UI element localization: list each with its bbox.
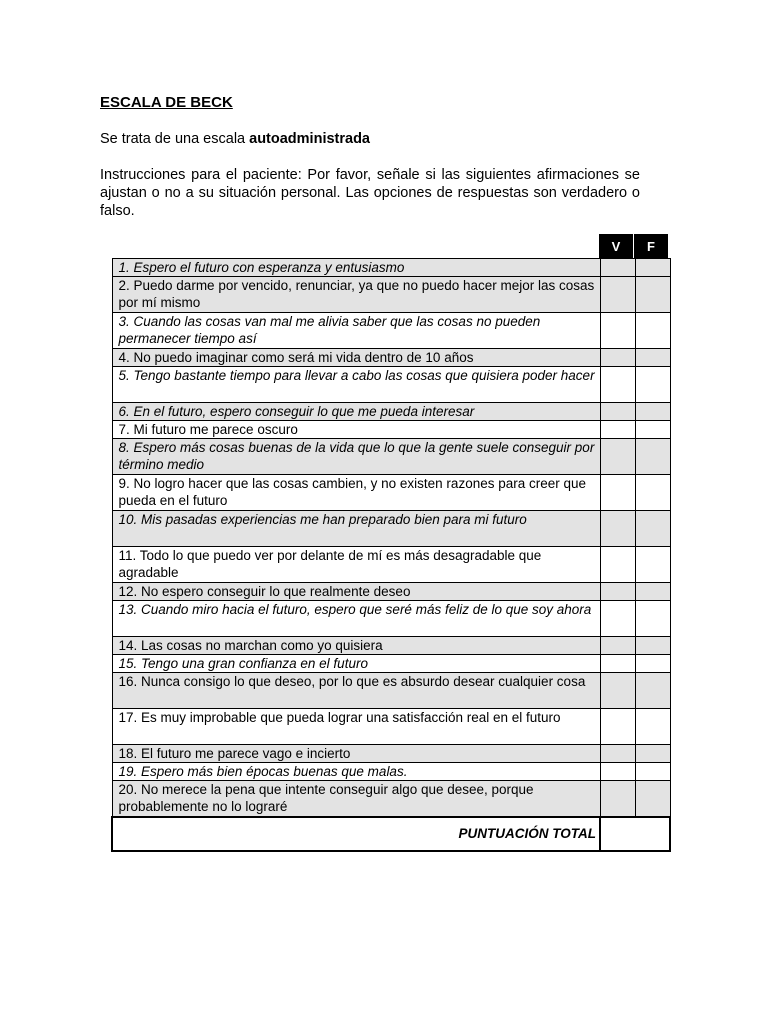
question-number: 8.	[118, 440, 130, 455]
question-number: 19.	[118, 764, 138, 779]
answer-cell-v[interactable]	[600, 745, 635, 763]
answer-cell-v[interactable]	[600, 709, 635, 745]
question-number: 2.	[118, 278, 130, 293]
question-cell	[112, 601, 600, 637]
answer-cell-v[interactable]	[600, 511, 635, 547]
answer-cell-f[interactable]	[635, 367, 670, 403]
table-row	[112, 511, 670, 547]
intro-text	[100, 131, 370, 147]
question-text: El futuro me parece vago e incierto	[137, 746, 351, 761]
question-number: 11.	[118, 548, 137, 563]
question-cell	[112, 349, 600, 367]
question-text: Cuando miro hacia el futuro, espero que seré más feliz de lo que soy ahora	[137, 602, 592, 617]
table-row	[112, 439, 670, 475]
table-row	[112, 655, 670, 673]
question-text: Es muy improbable que pueda lograr una satisfacción real en el futuro	[137, 710, 561, 725]
intro-prefix: Se trata de una escala	[100, 131, 250, 147]
answer-cell-f[interactable]	[635, 421, 670, 439]
question-cell	[112, 547, 600, 583]
total-score-label: PUNTUACIÓN TOTAL	[112, 817, 600, 851]
beck-scale-table	[111, 258, 671, 852]
answer-cell-f[interactable]	[635, 349, 670, 367]
table-row	[112, 475, 670, 511]
answer-cell-v[interactable]	[600, 313, 635, 349]
instructions-text: Instrucciones para el paciente: Por favor, señale si las siguientes afirmaciones se ajustan o no a su situación personal. Las opciones de respuestas son verdadero o falso.	[100, 167, 640, 219]
answer-cell-v[interactable]	[600, 547, 635, 583]
question-text: Mis pasadas experiencias me han preparado bien para mi futuro	[137, 512, 527, 527]
question-text: Cuando las cosas van mal me alivia saber que las cosas no pueden permanecer tiempo así	[118, 314, 541, 346]
answer-cell-v[interactable]	[600, 439, 635, 475]
answer-cell-f[interactable]	[635, 475, 670, 511]
question-number: 12.	[118, 584, 138, 599]
answer-cell-v[interactable]	[600, 367, 635, 403]
answer-cell-v[interactable]	[600, 601, 635, 637]
answer-cell-f[interactable]	[635, 277, 670, 313]
table-row	[112, 547, 670, 583]
question-number: 10.	[118, 512, 138, 527]
answer-cell-f[interactable]	[635, 403, 670, 421]
answer-cell-f[interactable]	[635, 259, 670, 277]
table-row	[112, 763, 670, 781]
question-cell	[112, 439, 600, 475]
question-cell	[112, 475, 600, 511]
answer-cell-v[interactable]	[600, 637, 635, 655]
table-row	[112, 313, 670, 349]
answer-cell-v[interactable]	[600, 475, 635, 511]
answer-cell-v[interactable]	[600, 403, 635, 421]
question-text: En el futuro, espero conseguir lo que me pueda interesar	[129, 404, 475, 419]
table-row	[112, 673, 670, 709]
answer-cell-v[interactable]	[600, 655, 635, 673]
answer-cell-f[interactable]	[635, 511, 670, 547]
table-row	[112, 601, 670, 637]
question-cell	[112, 709, 600, 745]
question-number: 20.	[118, 782, 138, 797]
question-number: 18.	[118, 746, 138, 761]
answer-cell-f[interactable]	[635, 655, 670, 673]
answer-cell-f[interactable]	[635, 637, 670, 655]
total-row	[112, 817, 670, 851]
question-text: Espero el futuro con esperanza y entusiasmo	[129, 260, 405, 275]
question-cell	[112, 511, 600, 547]
question-number: 9.	[118, 476, 130, 491]
question-text: No espero conseguir lo que realmente deseo	[137, 584, 411, 599]
table-row	[112, 367, 670, 403]
table-row	[112, 277, 670, 313]
question-text: Puedo darme por vencido, renunciar, ya que no puedo hacer mejor las cosas por mí mismo	[118, 278, 595, 310]
table-row	[112, 583, 670, 601]
answer-cell-f[interactable]	[635, 601, 670, 637]
question-number: 15.	[118, 656, 138, 671]
question-cell	[112, 367, 600, 403]
question-text: Nunca consigo lo que deseo, por lo que es absurdo desear cualquier cosa	[137, 674, 586, 689]
header-falso: F	[634, 234, 668, 258]
question-text: No puedo imaginar como será mi vida dentro de 10 años	[129, 350, 474, 365]
answer-cell-f[interactable]	[635, 763, 670, 781]
question-text: Todo lo que puedo ver por delante de mí es más desagradable que agradable	[118, 548, 542, 580]
question-cell	[112, 673, 600, 709]
question-text: Espero más bien épocas buenas que malas.	[137, 764, 408, 779]
answer-cell-v[interactable]	[600, 763, 635, 781]
question-number: 3.	[118, 314, 130, 329]
answer-cell-f[interactable]	[635, 673, 670, 709]
answer-cell-f[interactable]	[635, 313, 670, 349]
question-number: 1.	[118, 260, 130, 275]
header-verdadero: V	[599, 234, 634, 258]
question-number: 7.	[118, 422, 130, 437]
question-number: 17.	[118, 710, 138, 725]
table-row	[112, 349, 670, 367]
question-cell	[112, 763, 600, 781]
answer-cell-v[interactable]	[600, 781, 635, 817]
table-row	[112, 421, 670, 439]
question-cell	[112, 313, 600, 349]
question-text: Mi futuro me parece oscuro	[129, 422, 298, 437]
answer-cell-v[interactable]	[600, 421, 635, 439]
answer-cell-v[interactable]	[600, 583, 635, 601]
table-row	[112, 709, 670, 745]
question-cell	[112, 655, 600, 673]
answer-cell-f[interactable]	[635, 439, 670, 475]
answer-cell-f[interactable]	[635, 709, 670, 745]
table-row	[112, 403, 670, 421]
question-text: No logro hacer que las cosas cambien, y no existen razones para creer que pueda en el futuro	[118, 476, 587, 508]
question-cell	[112, 745, 600, 763]
question-cell	[112, 637, 600, 655]
total-score-cell[interactable]	[600, 817, 670, 851]
answer-cell-f[interactable]	[635, 745, 670, 763]
question-cell	[112, 421, 600, 439]
answer-cell-f[interactable]	[635, 547, 670, 583]
question-number: 5.	[118, 368, 130, 383]
question-cell	[112, 403, 600, 421]
question-number: 14.	[118, 638, 138, 653]
question-text: Tengo una gran confianza en el futuro	[137, 656, 368, 671]
document-title: ESCALA DE BECK	[100, 94, 233, 111]
question-cell	[112, 277, 600, 313]
question-number: 16.	[118, 674, 138, 689]
question-text: Espero más cosas buenas de la vida que lo que la gente suele conseguir por término medio	[118, 440, 595, 472]
question-text: No merece la pena que intente conseguir algo que desee, porque probablemente no lo lograré	[118, 782, 534, 814]
answer-cell-v[interactable]	[600, 277, 635, 313]
answer-cell-v[interactable]	[600, 259, 635, 277]
question-number: 13.	[118, 602, 138, 617]
table-row	[112, 745, 670, 763]
answer-cell-f[interactable]	[635, 583, 670, 601]
question-number: 4.	[118, 350, 130, 365]
question-text: Tengo bastante tiempo para llevar a cabo las cosas que quisiera poder hacer	[129, 368, 595, 383]
question-number: 6.	[118, 404, 130, 419]
question-text: Las cosas no marchan como yo quisiera	[137, 638, 383, 653]
question-cell	[112, 781, 600, 817]
question-cell	[112, 259, 600, 277]
intro-bold: autoadministrada	[249, 131, 370, 147]
table-row	[112, 637, 670, 655]
answer-cell-v[interactable]	[600, 349, 635, 367]
table-row	[112, 259, 670, 277]
answer-cell-v[interactable]	[600, 673, 635, 709]
answer-cell-f[interactable]	[635, 781, 670, 817]
table-row	[112, 781, 670, 817]
question-cell	[112, 583, 600, 601]
